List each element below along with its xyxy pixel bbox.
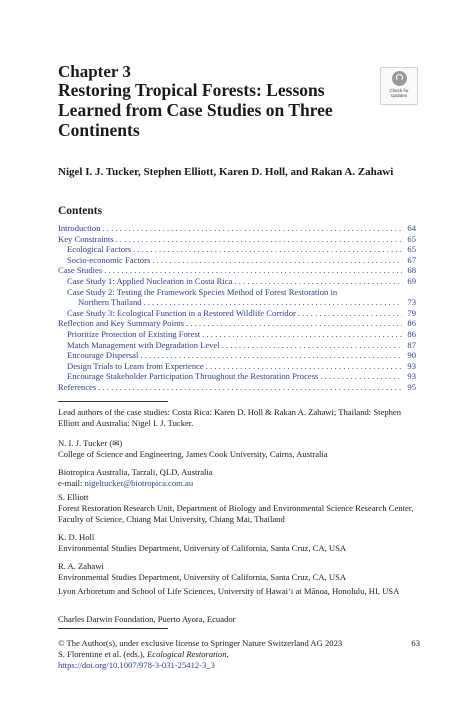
- contents-heading: Contents: [58, 205, 103, 217]
- check-for-updates-badge[interactable]: [380, 67, 418, 105]
- affiliation-darwin: Charles Darwin Foundation, Puerto Ayora, Ecuador: [58, 614, 236, 624]
- check-for-updates-icon: [392, 71, 407, 86]
- affiliation-text: Biotropica Australia, Tarzali, QLD, Australia: [58, 467, 213, 477]
- lead-authors-note: Lead authors of the case studies: Costa Rica: Karen D. Holl & Rakan A. Zahawi; Thailand: Stephen Elliott and Australia: Nigel I. J. Tucker.: [58, 407, 402, 428]
- toc-leader: [234, 276, 402, 287]
- affiliation-text: Forest Restoration Research Unit, Department of Biology and Environmental Science Research Center, Faculty of Science, Chiang Mai University, Chiang Mai, Thailand: [58, 502, 414, 524]
- author-list: Nigel I. J. Tucker, Stephen Elliott, Karen D. Holl, and Rakan A. Zahawi: [58, 166, 394, 178]
- toc-entry-title: Case Study 1: Applied Nucleation in Costa Rica: [67, 275, 233, 286]
- chapter-title: Restoring Tropical Forests: Lessons Learned from Case Studies on Three Continents: [58, 80, 333, 140]
- affiliation-text: Environmental Studies Department, University of California, Santa Cruz, CA, USA: [58, 571, 347, 582]
- affiliation-text: College of Science and Engineering, James Cook University, Cairns, Australia: [58, 448, 328, 459]
- toc-entry-page: 79: [407, 307, 416, 318]
- toc-leader: [140, 350, 402, 361]
- toc-entry-title: Encourage Stakeholder Participation Throughout the Restoration Process: [67, 371, 319, 382]
- toc-entry-page: 65: [407, 233, 416, 244]
- toc-entry-title: Reflection and Key Summary Points: [58, 318, 185, 329]
- crossmark-line-1: Check for: [389, 88, 409, 93]
- toc-entry-case-study-3[interactable]: [58, 308, 416, 319]
- toc-leader: [186, 318, 402, 329]
- toc-entry-design-trials[interactable]: [58, 361, 416, 372]
- toc-entry-title: Encourage Dispersal: [67, 350, 139, 361]
- toc-entry-page: 87: [407, 339, 416, 350]
- toc-entry-prioritize-protection[interactable]: [58, 329, 416, 340]
- toc-leader: [104, 265, 402, 276]
- toc-entry-references[interactable]: [58, 382, 416, 393]
- toc-entry-title: Case Study 3: Ecological Function in a Restored Wildlife Corridor: [67, 307, 296, 318]
- toc-entry-title: Case Studies: [58, 265, 103, 276]
- toc-entry-reflection[interactable]: [58, 318, 416, 329]
- toc-entry-title-continued: Northern Thailand: [78, 297, 142, 308]
- toc-entry-page: 86: [407, 318, 416, 329]
- toc-entry-title: Match Management with Degradation Level: [67, 339, 220, 350]
- toc-entry-page: 69: [407, 275, 416, 286]
- crossmark-line-2: updates: [390, 93, 407, 98]
- toc-entry-socio-economic-factors[interactable]: [58, 255, 416, 266]
- toc-entry-page: 68: [407, 265, 416, 276]
- toc-entry-case-study-2-continued[interactable]: [58, 297, 416, 308]
- toc-entry-page: 93: [407, 360, 416, 371]
- toc-entry-title: Socio-economic Factors: [67, 254, 151, 265]
- toc-leader: [116, 234, 402, 245]
- table-of-contents: [58, 223, 416, 393]
- footer-divider: [58, 628, 168, 629]
- author-name-tucker: N. I. J. Tucker (✉): [58, 438, 123, 448]
- toc-entry-page: 73: [407, 297, 416, 308]
- affiliation-holl: [58, 532, 420, 554]
- toc-leader: [133, 244, 402, 255]
- toc-entry-page: 93: [407, 371, 416, 382]
- toc-entry-case-study-1[interactable]: [58, 276, 416, 287]
- toc-entry-title: Ecological Factors: [67, 244, 132, 255]
- toc-entry-title: Introduction: [58, 223, 101, 233]
- toc-entry-match-management[interactable]: [58, 340, 416, 351]
- toc-leader: [102, 223, 402, 234]
- toc-leader: [320, 371, 402, 382]
- toc-entry-title: Case Study 2: Testing the Framework Species Method of Forest Restoration in: [67, 286, 338, 297]
- affiliation-biotropica: [58, 467, 420, 489]
- toc-entry-title: References: [58, 381, 97, 392]
- toc-entry-title: Prioritize Protection of Existing Forest: [67, 328, 201, 339]
- email-line: [58, 478, 420, 489]
- footnote-divider: [58, 401, 168, 402]
- toc-leader: [202, 329, 402, 340]
- toc-leader: [152, 255, 402, 266]
- toc-leader: [98, 382, 402, 393]
- email-link[interactable]: nigeltucker@biotropica.com.au: [84, 477, 194, 488]
- toc-leader: [298, 308, 402, 319]
- toc-entry-page: 64: [407, 223, 416, 233]
- author-name-zahawi: R. A. Zahawi: [58, 561, 104, 571]
- author-name-holl: K. D. Holl: [58, 532, 95, 542]
- copyright-line: © The Author(s), under exclusive license to Springer Nature Switzerland AG 2023: [58, 638, 343, 648]
- book-title: Ecological Restoration: [147, 648, 227, 659]
- page-number: 63: [411, 638, 420, 648]
- author-name-elliott: S. Elliott: [58, 492, 89, 502]
- crossmark-label: [381, 88, 417, 98]
- toc-leader: [222, 340, 402, 351]
- toc-leader: [206, 361, 402, 372]
- toc-entry-title: Design Trials to Learn from Experience: [67, 360, 204, 371]
- toc-entry-ecological-factors[interactable]: [58, 244, 416, 255]
- book-citation: S. Florentine et al. (eds.), Ecological Restoration,: [58, 648, 229, 659]
- chapter-number: Chapter 3: [58, 62, 131, 81]
- affiliation-text: Environmental Studies Department, University of California, Santa Cruz, CA, USA: [58, 542, 347, 553]
- toc-entry-introduction[interactable]: [58, 223, 416, 234]
- toc-entry-case-study-2[interactable]: [58, 287, 416, 298]
- affiliation-lyon: Lyon Arboretum and School of Life Sciences, University of Hawaiʻi at Mānoa, Honolulu, HI, USA: [58, 586, 400, 596]
- page-footer: [58, 638, 420, 670]
- affiliation-tucker: [58, 438, 420, 460]
- toc-entry-page: 90: [407, 350, 416, 361]
- toc-entry-key-constraints[interactable]: [58, 234, 416, 245]
- toc-entry-page: 95: [407, 381, 416, 392]
- toc-entry-stakeholder-participation[interactable]: [58, 371, 416, 382]
- toc-leader: [144, 297, 402, 308]
- affiliation-elliott: [58, 492, 420, 524]
- affiliation-zahawi: [58, 561, 420, 583]
- toc-entry-page: 86: [407, 328, 416, 339]
- toc-entry-encourage-dispersal[interactable]: [58, 350, 416, 361]
- toc-entry-title: Key Constraints: [58, 233, 114, 244]
- toc-entry-page: 65: [407, 244, 416, 255]
- toc-entry-page: 67: [407, 254, 416, 265]
- email-label: e-mail:: [58, 477, 83, 488]
- editors: S. Florentine et al. (eds.),: [58, 648, 145, 659]
- toc-entry-case-studies[interactable]: [58, 265, 416, 276]
- doi-link[interactable]: https://doi.org/10.1007/978-3-031-25412-3_3: [58, 659, 215, 670]
